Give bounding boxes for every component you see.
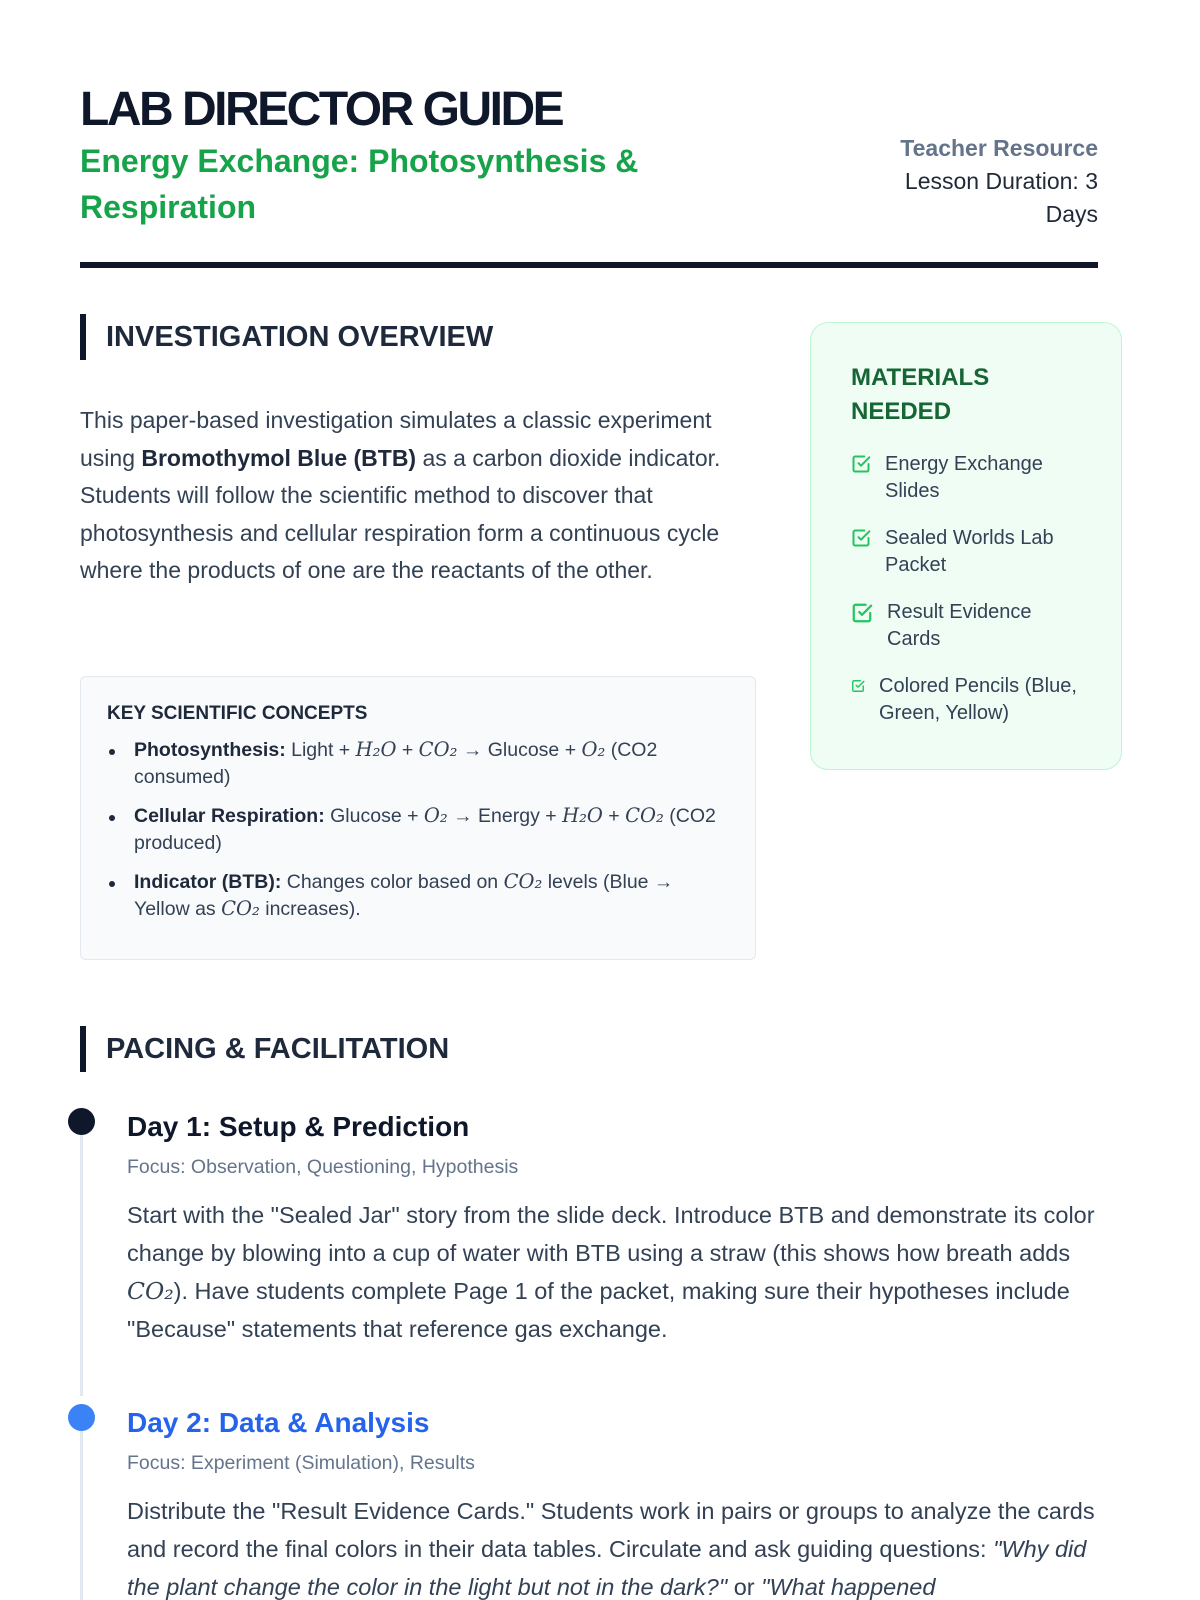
concept-text: (CO2 produced) [134, 805, 716, 854]
concept-item [107, 869, 729, 922]
check-square-icon [851, 679, 865, 693]
concept-text: increases). [259, 897, 361, 920]
formula: H₂O [562, 804, 603, 827]
concept-text: Light + [285, 739, 356, 761]
timeline-day-2 [80, 1406, 1100, 1600]
concept-item [107, 737, 729, 790]
concept-label: Photosynthesis: [134, 739, 286, 761]
material-label: Colored Pencils (Blue, Green, Yellow) [879, 675, 1077, 724]
page-subtitle: Energy Exchange: Photosynthesis & Respiration [80, 143, 639, 225]
formula: O₂ [423, 804, 448, 827]
day-title: Day 2: Data & Analysis [127, 1407, 430, 1438]
concept-text: Changes color based on [281, 871, 504, 893]
check-square-icon [851, 454, 871, 474]
overview-text: This paper-based investigation simulates a classic experiment using [80, 407, 712, 471]
material-label: Result Evidence Cards [887, 601, 1032, 650]
guiding-question: "Why did the plant change the color in the light but not in the dark?" [127, 1536, 1087, 1600]
concept-text: (CO2 consumed) [134, 739, 658, 788]
formula: O₂ [581, 738, 606, 761]
concepts-heading: KEY SCIENTIFIC CONCEPTS [107, 703, 368, 724]
concept-label: Indicator (BTB): [134, 871, 282, 893]
page-header [80, 82, 1098, 268]
concept-text: levels (Blue → Yellow as [134, 871, 674, 920]
timeline-day-1 [80, 1110, 1100, 1396]
concept-text: Glucose + [324, 805, 424, 827]
timeline-dot [68, 1404, 95, 1431]
concept-item [107, 803, 729, 856]
section-heading-overview: INVESTIGATION OVERVIEW [80, 314, 493, 360]
day-text: ). Have students complete Page 1 of the packet, making sure their hypotheses include "Because" statements that reference gas exchange. [127, 1278, 1070, 1342]
day-title: Day 1: Setup & Prediction [127, 1111, 470, 1142]
material-item [851, 525, 1081, 578]
concept-text: → Glucose + [457, 739, 582, 761]
concept-label: Cellular Respiration: [134, 805, 325, 827]
material-item [851, 599, 1081, 652]
formula: CO₂ [221, 896, 260, 920]
material-label: Energy Exchange Slides [885, 453, 1043, 502]
resource-meta [878, 132, 1098, 231]
day-text: Distribute the "Result Evidence Cards." Students work in pairs or groups to analyze the cards and record the final colors in their data tables. Circulate and ask guiding questions: [127, 1498, 1095, 1562]
guiding-question: "What happened [761, 1574, 936, 1600]
check-square-icon [851, 602, 873, 624]
overview-bold: Bromothymol Blue (BTB) [141, 444, 417, 471]
materials-heading: MATERIALS NEEDED [851, 364, 990, 425]
day-description [127, 1196, 1100, 1348]
day-text: Start with the "Sealed Jar" story from the slide deck. Introduce BTB and demonstrate its color change by blowing into a cup of water with BTB using a straw (this shows how breath adds [127, 1202, 1095, 1266]
concept-text: + [602, 805, 626, 827]
day-text: or [727, 1574, 762, 1600]
day-focus: Focus: Observation, Questioning, Hypothesis [127, 1156, 519, 1178]
materials-card [810, 322, 1122, 770]
key-concepts-box [80, 676, 756, 960]
day-description [127, 1492, 1100, 1600]
material-label: Sealed Worlds Lab Packet [885, 527, 1054, 576]
lesson-duration: Lesson Duration: 3 Days [904, 168, 1098, 227]
formula: CO₂ [418, 738, 458, 761]
concept-text: → Energy + [447, 805, 563, 827]
resource-type: Teacher Resource [900, 135, 1098, 161]
overview-paragraph [80, 402, 760, 590]
formula: CO₂ [625, 804, 664, 827]
formula: H₂O [355, 738, 397, 761]
check-square-icon [851, 528, 871, 548]
concept-text: + [396, 739, 419, 761]
day-focus: Focus: Experiment (Simulation), Results [127, 1452, 475, 1474]
formula: CO₂ [503, 870, 543, 893]
section-heading-pacing: PACING & FACILITATION [80, 1026, 449, 1072]
page-title: LAB DIRECTOR GUIDE [80, 83, 563, 136]
material-item [851, 673, 1081, 726]
overview-text: as a carbon dioxide indicator. Students will follow the scientific method to discover that photosynthesis and cellular respiration form a continuous cycle where the products of one are the reactants of the other. [80, 444, 721, 583]
material-item [851, 451, 1081, 504]
timeline-dot [68, 1108, 95, 1135]
formula: CO₂ [127, 1277, 174, 1305]
pacing-timeline [80, 1110, 1100, 1600]
